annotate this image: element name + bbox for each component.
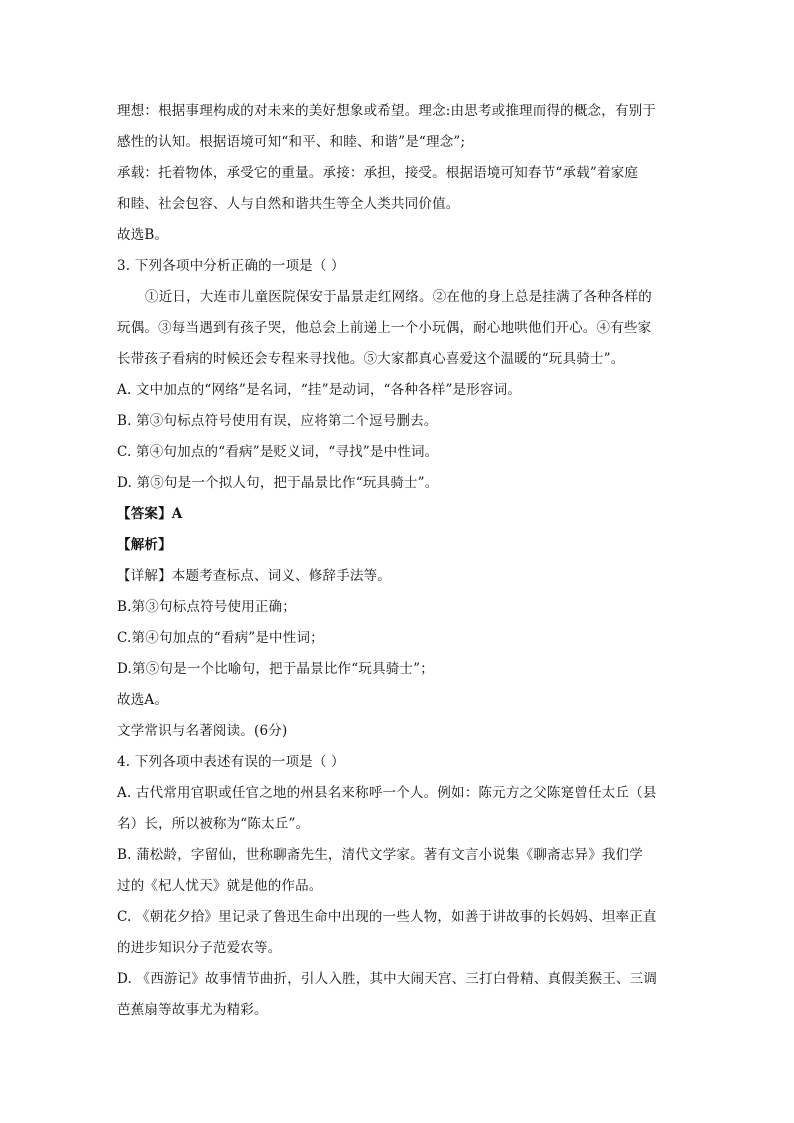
text-line: 承载：托着物体，承受它的重量。承接：承担，接受。根据语境可知春节“承载”着家庭 xyxy=(117,165,639,181)
option-a-cont: 名）长，所以被称为“陈太丘”。 xyxy=(117,816,310,832)
question-4-stem: 4. 下列各项中表述有误的一项是（ ） xyxy=(117,754,345,770)
answer-label: 【答案】A xyxy=(117,506,183,522)
text-line: 和睦、社会包容、人与自然和谐共生等全人类共同价值。 xyxy=(117,196,460,212)
detail-line: B.第③句标点符号使用正确； xyxy=(117,599,297,615)
question-3-stem: 3. 下列各项中分析正确的一项是（ ） xyxy=(117,258,345,274)
option-d-cont: 芭蕉扇等故事尤为精彩。 xyxy=(117,1002,268,1018)
section-heading: 文学常识与名著阅读。(6分) xyxy=(117,723,288,739)
option-c: C. 《朝花夕拾》里记录了鲁迅生命中出现的一些人物，如善于讲故事的长妈妈、坦率正直 xyxy=(117,909,657,925)
option-c-cont: 的进步知识分子范爱农等。 xyxy=(117,940,282,956)
passage-line: 玩偶。③每当遇到有孩子哭，他总会上前递上一个小玩偶，耐心地哄他们开心。④有些家 xyxy=(117,320,652,336)
detail-line: 【详解】本题考查标点、词义、修辞手法等。 xyxy=(117,568,391,584)
detail-line: 故选A。 xyxy=(117,692,169,708)
analysis-label: 【解析】 xyxy=(117,537,172,553)
document-page xyxy=(117,96,677,1026)
detail-line: C.第④句加点的“看病”是中性词； xyxy=(117,630,324,646)
text-line: 感性的认知。根据语境可知“和平、和睦、和谐”是“理念”; xyxy=(117,134,466,150)
option-c: C. 第④句加点的“看病”是贬义词，“寻找”是中性词。 xyxy=(117,444,439,460)
detail-line: D.第⑤句是一个比喻句，把于晶景比作“玩具骑士”； xyxy=(117,661,434,677)
option-b-cont: 过的《杞人忧天》就是他的作品。 xyxy=(117,878,323,894)
passage-line: ①近日，大连市儿童医院保安于晶景走红网络。②在他的身上总是挂满了各种各样的 xyxy=(145,289,652,305)
option-d: D. 第⑤句是一个拟人句，把于晶景比作“玩具骑士”。 xyxy=(117,475,439,491)
option-b: B. 蒲松龄，字留仙，世称聊斋先生，清代文学家。著有文言小说集《聊斋志异》我们学 xyxy=(117,847,644,863)
option-a: A. 古代常用官职或任官之地的州县名来称呼一个人。例如：陈元方之父陈寔曾任太丘（县 xyxy=(117,785,657,801)
passage-line: 长带孩子看病的时候还会专程来寻找他。⑤大家都真心喜爱这个温暖的“玩具骑士”。 xyxy=(117,351,625,367)
option-d: D. 《西游记》故事情节曲折，引人入胜，其中大闹天宫、三打白骨精、真假美猴王、三调 xyxy=(117,971,658,987)
text-line: 故选B。 xyxy=(117,227,169,243)
text-line: 理想：根据事理构成的对未来的美好想象或希望。理念:由思考或推理而得的概念，有别于 xyxy=(117,103,657,119)
option-a: A. 文中加点的“网络”是名词，“挂”是动词，“各种各样”是形容词。 xyxy=(117,382,522,398)
option-b: B. 第③句标点符号使用有误，应将第二个逗号删去。 xyxy=(117,413,438,429)
